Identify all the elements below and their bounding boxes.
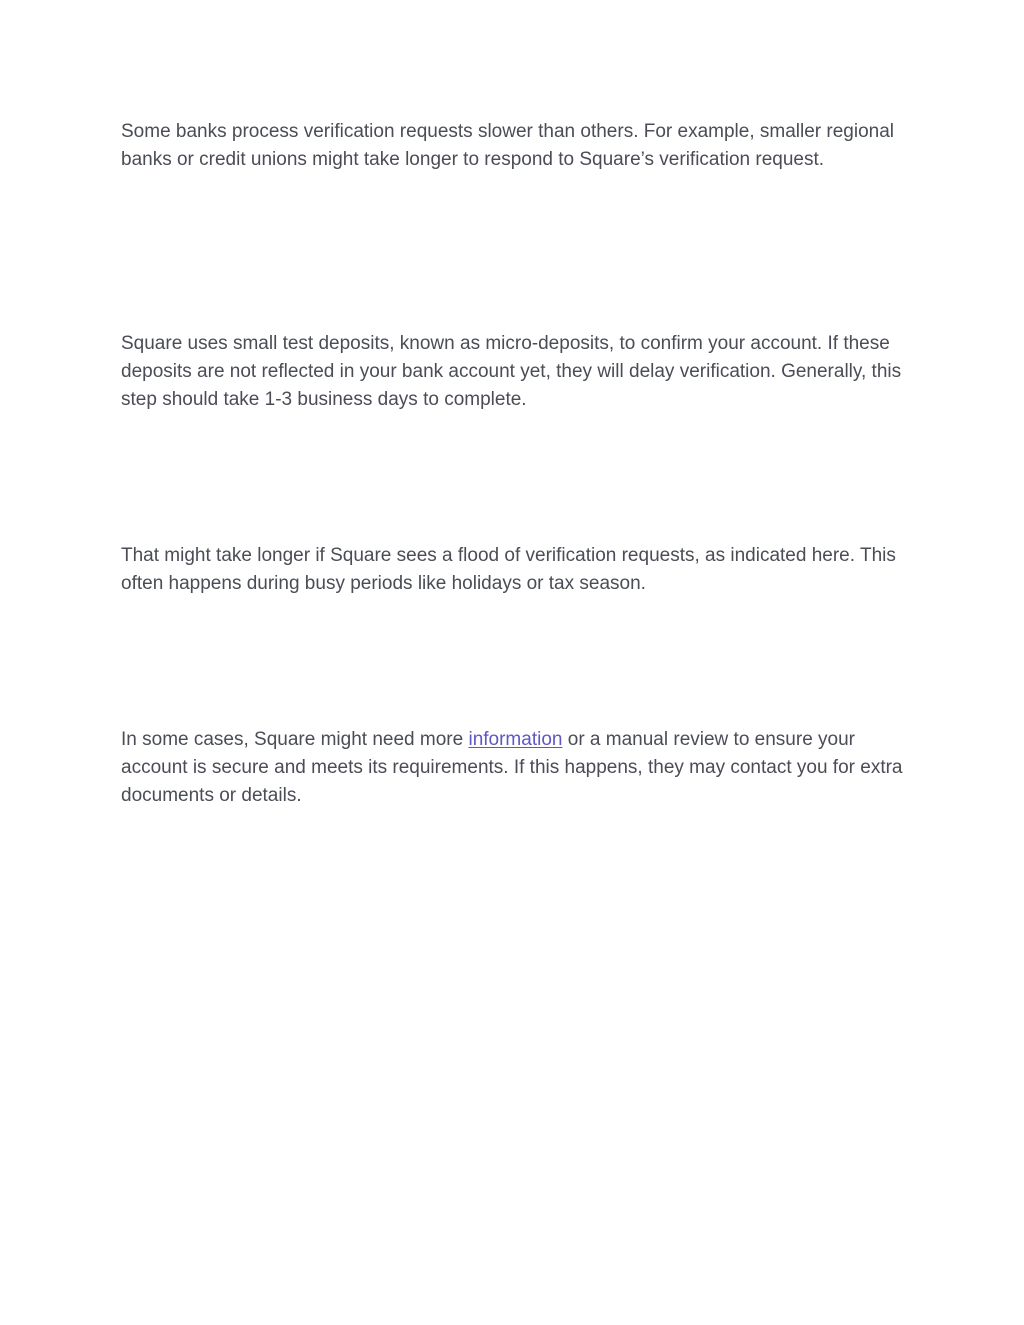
paragraph-request-volume: That might take longer if Square sees a flood of verification requests, as indicated here. This often happens during busy periods like holidays or tax season. bbox=[121, 545, 896, 594]
paragraph-manual-review bbox=[121, 726, 911, 810]
paragraph-bank-processing-speed: Some banks process verification requests slower than others. For example, smaller regional banks or credit unions might take longer to respond to Square’s verification request. bbox=[121, 121, 895, 170]
information-link[interactable]: information bbox=[468, 729, 563, 750]
paragraph-micro-deposits: Square uses small test deposits, known as micro-deposits, to confirm your account. If these deposits are not reflected in your bank account yet, they will delay verification. Generally, this step should take 1-3 business days to complete. bbox=[121, 333, 902, 410]
paragraph-text-before-link: In some cases, Square might need more bbox=[121, 729, 469, 750]
paragraph-text-after-link: or a manual review to ensure your account is secure and meets its requirements. If this happens, they may contact you for extra documents or details. bbox=[121, 729, 903, 806]
